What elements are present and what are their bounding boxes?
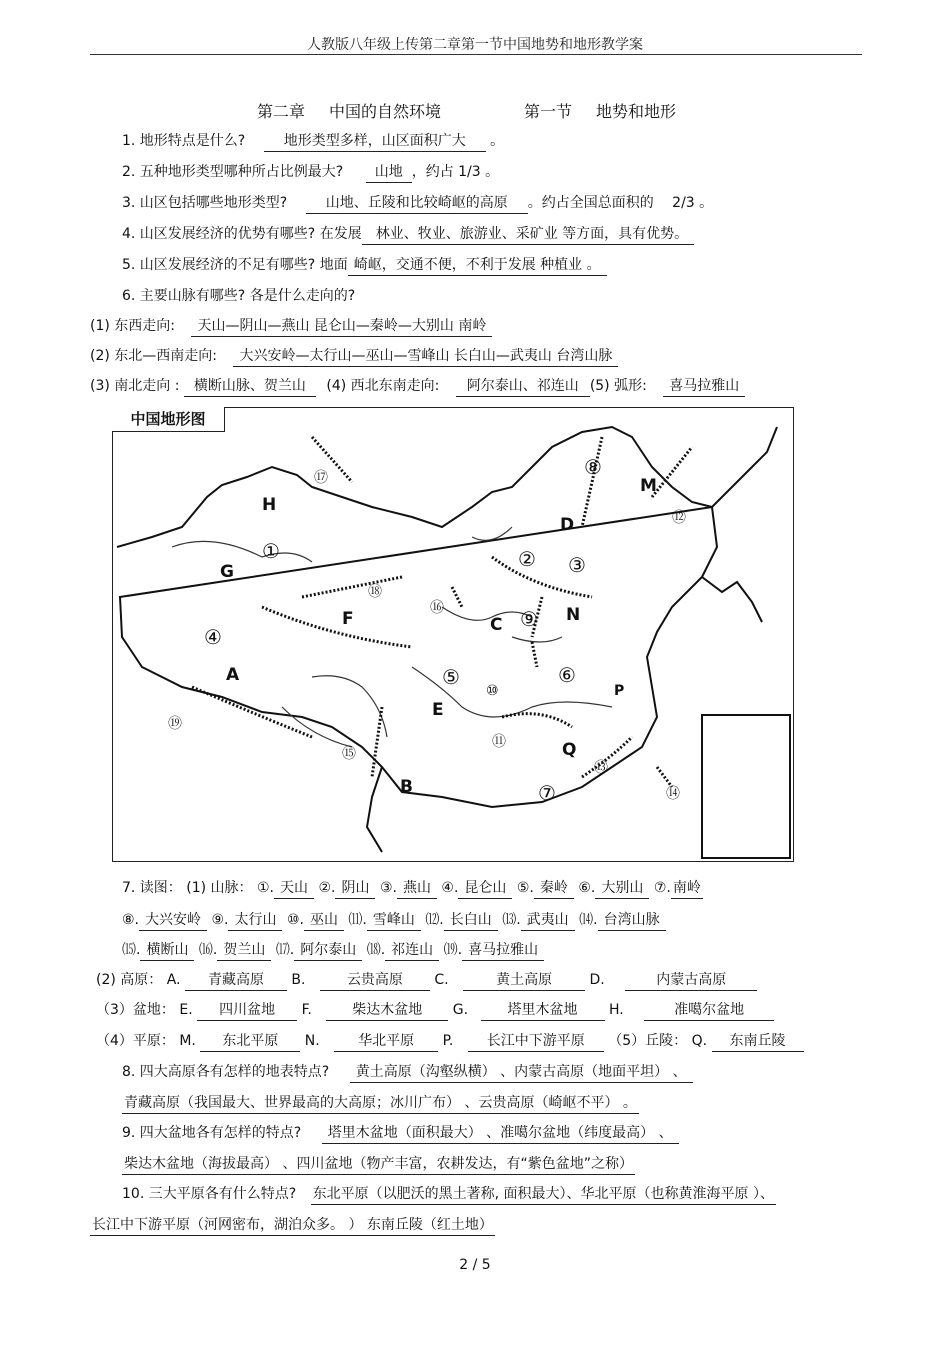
map-number-1: ① [262, 539, 280, 563]
map-number-4: ④ [204, 625, 222, 649]
item-index: B. [291, 972, 306, 988]
item-index: ⑥. [578, 880, 596, 896]
question-2 [122, 162, 499, 183]
item-index: N. [304, 1033, 320, 1049]
map-number-8: ⑧ [584, 455, 602, 479]
item-index: G. [452, 1002, 469, 1018]
question-5 [122, 255, 607, 276]
answer-blank: 横断山 [140, 941, 194, 961]
item-index: ③. [379, 880, 397, 896]
question-text: 3. 山区包括哪些地形类型? [122, 195, 288, 211]
answer-blank: 塔里木盆地（面积最大） 、准噶尔盆地（纬度最高） 、 [322, 1124, 679, 1144]
item-index: ⑦. [653, 880, 671, 896]
question-text: 7. 读图： (1) 山脉： [122, 880, 253, 896]
question-text: 10. 三大平原各有什么特点? [122, 1186, 297, 1202]
item-index: ⒀. [502, 912, 521, 928]
answer-blank: 长江中下游平原 [468, 1032, 604, 1052]
question-4 [122, 224, 694, 245]
map-letter-b: B [400, 777, 413, 797]
answer-blank: 天山 [274, 879, 314, 899]
answer-blank: 内蒙古高原 [625, 971, 757, 991]
item-index: ⒆. [443, 942, 463, 958]
item-index: ⑿. [425, 912, 444, 928]
answer-blank: 阿尔泰山 [294, 941, 362, 961]
item-index: ②. [318, 880, 336, 896]
row-label: (2) 高原： A. [96, 972, 181, 988]
item-index: ⒂. [122, 942, 141, 958]
answer-blank: 山地 [366, 163, 412, 183]
running-header: 人教版八年级上传第二章第一节中国地势和地形教学案 [307, 37, 643, 53]
question-text: 9. 四大盆地各有怎样的特点? [122, 1125, 302, 1141]
answer-blank: 祁连山 [385, 941, 439, 961]
item-index: H. [608, 1002, 624, 1018]
map-number-2: ② [518, 547, 536, 571]
item-index: ⒃. [198, 942, 218, 958]
question-8 [122, 1062, 693, 1083]
answer-blank: 昆仑山 [458, 879, 512, 899]
map-letter-p: P [614, 683, 625, 699]
question-text: 4. 山区发展经济的优势有哪些? 在发展 [122, 226, 362, 242]
answer-blank: 地形类型多样，山区面积广大 [264, 132, 486, 152]
question-text: 1. 地形特点是什么? [122, 133, 246, 149]
answer-blank: 长江中下游平原（河网密布，湖泊众多。 ） 东南丘陵（红土地） [90, 1216, 495, 1236]
map-number-11: ⑪ [492, 734, 506, 750]
answer-blank: 四川盆地 [197, 1001, 297, 1021]
direction-label: (5) 弧形: [589, 378, 647, 394]
question-7-line-1 [122, 878, 703, 899]
row-label: （5）丘陵： Q. [608, 1033, 708, 1049]
answer-blank: 东北平原（以肥沃的黑土著称, 面积最大）、华北平原（也称黄淮海平原 ）、 [311, 1185, 776, 1205]
plateau-row [96, 970, 757, 991]
question-3 [122, 193, 713, 214]
question-mid: 。约占全国总面积的 [527, 195, 654, 211]
question-7-line-3 [122, 940, 544, 961]
item-index: D. [589, 972, 605, 988]
answer-blank: 大兴安岭—太行山—巫山—雪峰山 长白山—武夷山 台湾山脉 [233, 347, 618, 367]
item-index: ①. [257, 880, 275, 896]
item-index: ⑧. [122, 912, 140, 928]
answer-blank: 秦岭 [534, 879, 574, 899]
page-number: 2 / 5 [459, 1257, 491, 1273]
section-number: 第一节 [524, 102, 573, 121]
map-number-19: ⑲ [168, 716, 182, 732]
answer-blank: 大兴安岭 [139, 911, 207, 931]
answer-blank: 塔里木盆地 [481, 1001, 605, 1021]
map-letter-h: H [262, 495, 277, 515]
question-10-cont [90, 1215, 495, 1236]
map-letter-m: M [640, 476, 657, 496]
map-title: 中国地形图 [112, 407, 225, 432]
map-letter-n: N [566, 605, 581, 625]
question-9 [122, 1123, 679, 1144]
map-number-5: ⑤ [442, 665, 460, 689]
item-index: ⑾. [348, 912, 367, 928]
answer-blank: 山地、丘陵和比较崎岖的高原 [306, 194, 528, 214]
answer-blank: 阴山 [335, 879, 375, 899]
answer-blank: 巫山 [304, 911, 344, 931]
map-number-18: ⑱ [368, 584, 382, 600]
item-index: P. [442, 1033, 454, 1049]
question-1 [122, 131, 504, 152]
answer-blank: 喜马拉雅山 [462, 941, 544, 961]
item-index: ⒄. [275, 942, 295, 958]
map-number-3: ③ [568, 553, 586, 577]
map-number-13: ⑬ [594, 760, 608, 776]
direction-label: (2) 东北—西南走向: [90, 348, 217, 364]
map-number-15: ⑮ [342, 746, 356, 762]
map-number-14: ⑭ [666, 786, 680, 802]
question-10 [122, 1184, 776, 1205]
answer-blank: 横断山脉、贺兰山 [184, 377, 316, 397]
answer-blank: 青藏高原 [185, 971, 287, 991]
question-7-line-2 [122, 910, 666, 931]
map-letter-q: Q [562, 740, 577, 760]
item-index: ⒁. [579, 912, 598, 928]
item-index: ⒅. [366, 942, 386, 958]
china-terrain-map [112, 407, 794, 862]
direction-north-south [90, 376, 745, 397]
question-text: 8. 四大高原各有怎样的地表特点? [122, 1064, 330, 1080]
map-number-10: ⑩ [486, 683, 499, 699]
map-letter-a: A [226, 665, 240, 685]
answer-blank: 林业、牧业、旅游业、采矿业 等方面，具有优势。 [362, 225, 694, 245]
answer-blank: 天山—阴山—燕山 昆仑山—秦岭—大别山 南岭 [191, 317, 492, 337]
row-label: （4）平原： M. [96, 1033, 196, 1049]
answer-blank: 大别山 [595, 879, 649, 899]
punct: 。 [490, 133, 505, 149]
map-number-9: ⑨ [520, 607, 538, 631]
answer-blank: 青藏高原（我国最大、世界最高的大高原；冰川广布） 、云贵高原（崎岖不平） 。 [122, 1094, 639, 1114]
answer-blank: 准噶尔盆地 [644, 1001, 774, 1021]
question-6: 6. 主要山脉有哪些? 各是什么走向的? [122, 288, 356, 304]
answer-blank: 华北平原 [334, 1032, 438, 1052]
answer-blank: 雪峰山 [367, 911, 421, 931]
basin-row [96, 1000, 774, 1021]
map-number-12: ⑫ [672, 510, 686, 526]
question-text: 2. 五种地形类型哪种所占比例最大? [122, 164, 344, 180]
direction-label: (1) 东西走向: [90, 318, 175, 334]
answer-blank: 柴达木盆地（海拔最高） 、四川盆地（物产丰富，农耕发达，有“紫色盆地”之称） [122, 1155, 635, 1175]
punct: 。 [699, 195, 714, 211]
answer-blank: 燕山 [397, 879, 437, 899]
section-title [524, 99, 676, 122]
question-9-cont [122, 1154, 635, 1175]
question-tail: ，约占 1/3 。 [411, 164, 500, 180]
answer-blank: 云贵高原 [320, 971, 430, 991]
direction-east-west [90, 316, 492, 337]
chapter-title [257, 99, 441, 122]
item-index: ⑤. [516, 880, 534, 896]
row-label: （3）盆地： E. [96, 1002, 193, 1018]
fraction: 2/3 [672, 195, 695, 211]
answer-blank: 东南丘陵 [712, 1032, 804, 1052]
plain-row [96, 1031, 804, 1052]
answer-blank: 贺兰山 [217, 941, 271, 961]
answer-blank: 南岭 [671, 879, 703, 899]
answer-blank: 阿尔泰山、祁连山 [456, 377, 590, 397]
answer-blank: 黄土高原 [463, 971, 585, 991]
map-letter-e: E [432, 700, 444, 720]
map-number-17: ⑰ [314, 470, 328, 486]
answer-blank: 柴达木盆地 [326, 1001, 448, 1021]
answer-blank: 东北平原 [200, 1032, 300, 1052]
item-index: ④. [441, 880, 459, 896]
answer-blank: 长白山 [444, 911, 498, 931]
map-number-7: ⑦ [538, 781, 556, 805]
direction-label: (4) 西北东南走向: [326, 378, 440, 394]
direction-label: (3) 南北走向 : [90, 378, 180, 394]
question-8-cont [122, 1093, 639, 1114]
map-letter-g: G [220, 562, 234, 582]
answer-blank: 台湾山脉 [598, 911, 666, 931]
item-index: F. [301, 1002, 312, 1018]
answer-blank: 喜马拉雅山 [663, 377, 745, 397]
item-index: C. [434, 972, 449, 988]
direction-northeast-southwest [90, 346, 618, 367]
item-index: ⑩. [286, 912, 304, 928]
map-letter-c: C [490, 615, 503, 635]
item-index: ⑨. [211, 912, 229, 928]
answer-blank: 武夷山 [521, 911, 575, 931]
map-letter-d: D [560, 515, 575, 535]
map-number-6: ⑥ [558, 663, 576, 687]
map-number-16: ⑯ [430, 600, 444, 616]
answer-blank: 太行山 [228, 911, 282, 931]
header-rule [90, 54, 862, 55]
chapter-name: 中国的自然环境 [329, 102, 442, 121]
section-name: 地势和地形 [596, 102, 677, 121]
chapter-number: 第二章 [257, 102, 306, 121]
map-letter-f: F [342, 609, 354, 629]
answer-blank: 崎岖，交通不便，不利于发展 种植业 。 [348, 256, 607, 276]
answer-blank: 黄土高原（沟壑纵横） 、内蒙古高原（地面平坦） 、 [350, 1063, 693, 1083]
question-text: 5. 山区发展经济的不足有哪些? 地面 [122, 257, 348, 273]
